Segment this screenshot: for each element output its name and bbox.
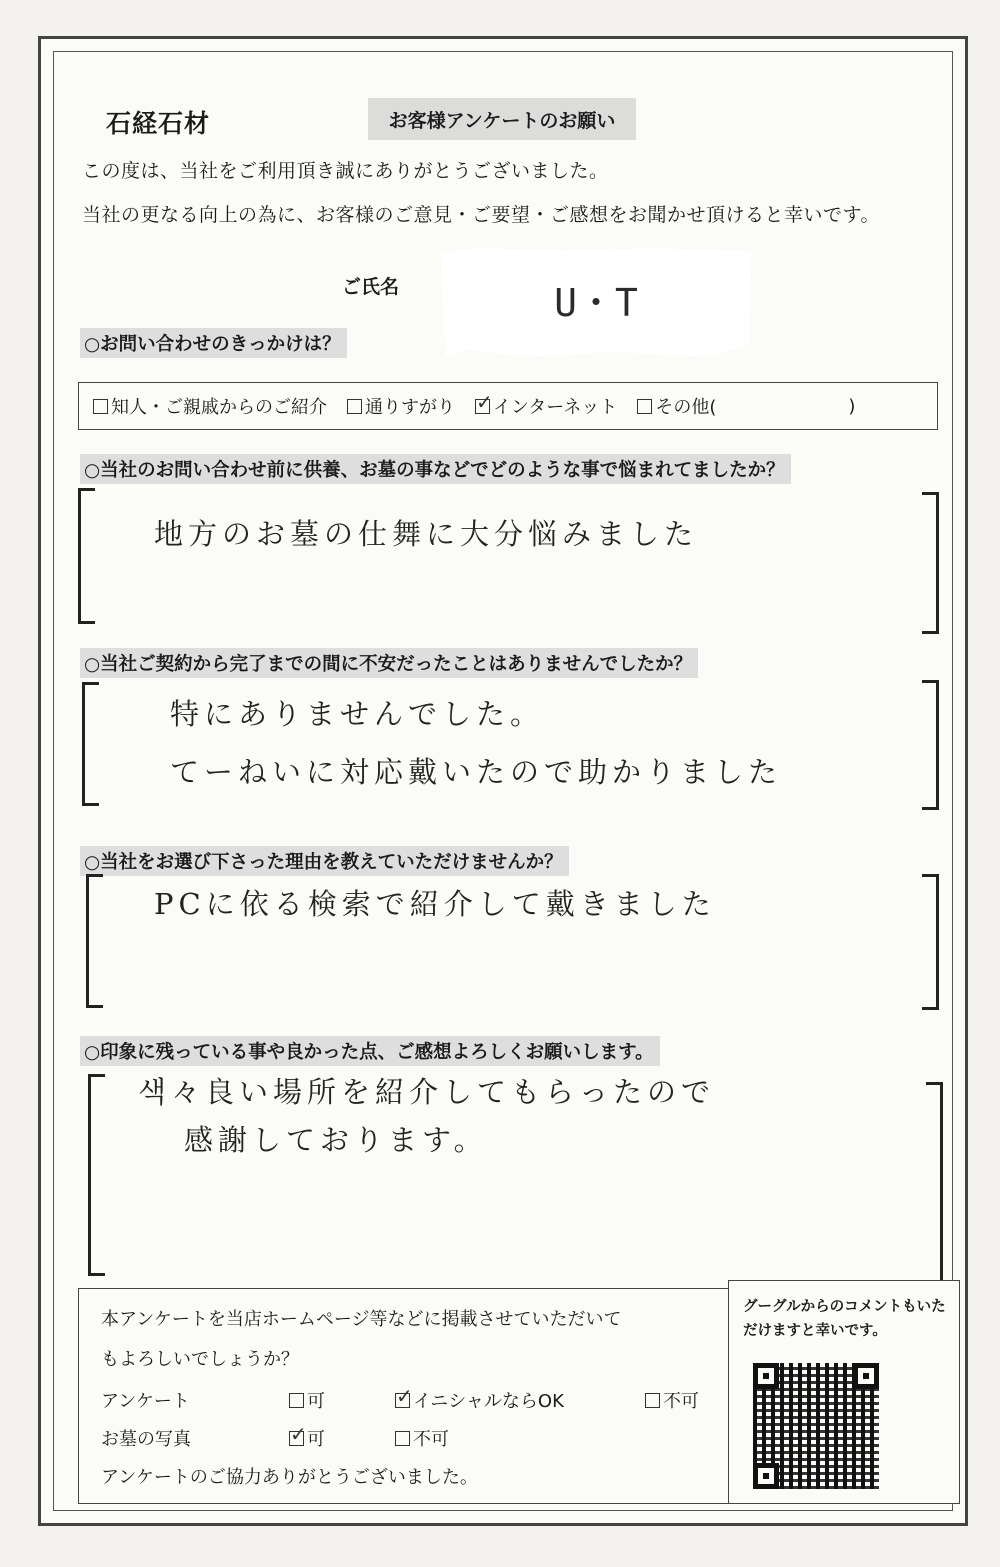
q1-option-label: インターネット	[493, 397, 618, 418]
q1-option-referral[interactable]	[93, 393, 327, 419]
q5-answer-line-2: 感謝しております。	[184, 1123, 488, 1157]
google-review-text: グーグルからのコメントもいただけますと幸いです。	[743, 1299, 946, 1339]
consent-question-line-1: 本アンケートを当店ホームページ等などに掲載させていただいて	[101, 1309, 622, 1330]
name-label: ご氏名	[342, 276, 400, 298]
checked-checkbox-icon[interactable]	[395, 1393, 410, 1408]
answer-bracket-left	[86, 874, 103, 1008]
q1-options	[78, 382, 938, 430]
photo-option-label: 可	[307, 1429, 325, 1450]
checkbox-icon[interactable]	[395, 1431, 410, 1446]
survey-consent-label: アンケート	[101, 1391, 190, 1412]
qr-code-icon[interactable]	[753, 1363, 879, 1489]
q4-question: ○当社をお選び下さった理由を教えていただけませんか？	[80, 846, 569, 876]
checkbox-icon[interactable]	[645, 1393, 660, 1408]
qr-finder-icon	[753, 1363, 779, 1389]
q5-answer-line-1: 색々良い場所を紹介してもらったので	[138, 1075, 716, 1109]
photo-consent-label: お墓の写真	[101, 1429, 191, 1450]
checked-checkbox-icon[interactable]	[289, 1431, 304, 1446]
q1-option-internet[interactable]	[475, 393, 617, 419]
q3-answer-line-2: てーねいに対応戴いたので助かりました	[170, 755, 783, 789]
q1-option-other[interactable]	[637, 393, 716, 419]
q3-answer-line-1: 特にありませんでした。	[170, 697, 545, 731]
survey-option-label: イニシャルならOK	[413, 1391, 564, 1412]
q5-question: ○印象に残っている事や良かった点、ご感想よろしくお願いします。	[80, 1036, 660, 1066]
survey-option-initials[interactable]	[395, 1387, 564, 1413]
name-value: U・T	[554, 281, 638, 325]
q1-option-label: その他(	[655, 397, 717, 418]
sheet-inner-border	[53, 51, 953, 1511]
publication-consent-box	[78, 1288, 730, 1504]
q1-other-close: )	[848, 395, 856, 417]
consent-question-line-2: もよろしいでしょうか？	[101, 1349, 299, 1370]
survey-option-no[interactable]	[645, 1387, 699, 1413]
answer-bracket-left	[82, 682, 99, 806]
photo-option-label: 不可	[413, 1429, 449, 1450]
qr-finder-icon	[853, 1363, 879, 1389]
survey-sheet	[38, 36, 968, 1526]
survey-option-label: 可	[307, 1391, 325, 1412]
q3-question: ○当社ご契約から完了までの間に不安だったことはありませんでしたか？	[80, 648, 698, 678]
photo-option-no[interactable]	[395, 1425, 449, 1451]
company-name: 石経石材	[106, 109, 211, 138]
answer-bracket-right	[922, 874, 939, 1010]
form-title: お客様アンケートのお願い	[368, 98, 636, 140]
survey-option-label: 不可	[663, 1391, 699, 1412]
checkbox-icon[interactable]	[93, 399, 108, 414]
answer-bracket-right	[922, 680, 939, 810]
checkbox-icon[interactable]	[347, 399, 362, 414]
q1-option-walk-by[interactable]	[347, 393, 455, 419]
google-review-box	[728, 1280, 960, 1504]
photo-option-ok[interactable]	[289, 1425, 325, 1451]
answer-bracket-left	[78, 488, 95, 624]
answer-bracket-left	[88, 1074, 105, 1276]
intro-line-1: この度は、当社をご利用頂き誠にありがとうございました。	[82, 160, 609, 182]
checkbox-icon[interactable]	[289, 1393, 304, 1408]
q1-option-label: 知人・ご親戚からのご紹介	[111, 397, 327, 418]
consent-thanks: アンケートのご協力ありがとうございました。	[101, 1467, 478, 1488]
answer-bracket-right	[926, 1082, 943, 1284]
q2-question: ○当社のお問い合わせ前に供養、お墓の事などでどのような事で悩まれてましたか？	[80, 454, 791, 484]
q1-option-label: 通りすがり	[365, 397, 455, 418]
checkbox-icon[interactable]	[637, 399, 652, 414]
intro-line-2: 当社の更なる向上の為に、お客様のご意見・ご要望・ご感想をお聞かせ頂けると幸いです。	[82, 204, 880, 226]
q1-question: ○お問い合わせのきっかけは？	[80, 328, 347, 358]
answer-bracket-right	[922, 492, 939, 634]
q4-answer: PCに依る検索で紹介して戴きました	[154, 887, 716, 921]
qr-finder-icon	[753, 1463, 779, 1489]
q2-answer: 地方のお墓の仕舞に大分悩みました	[154, 517, 699, 551]
survey-option-ok[interactable]	[289, 1387, 325, 1413]
checked-checkbox-icon[interactable]	[475, 399, 490, 414]
